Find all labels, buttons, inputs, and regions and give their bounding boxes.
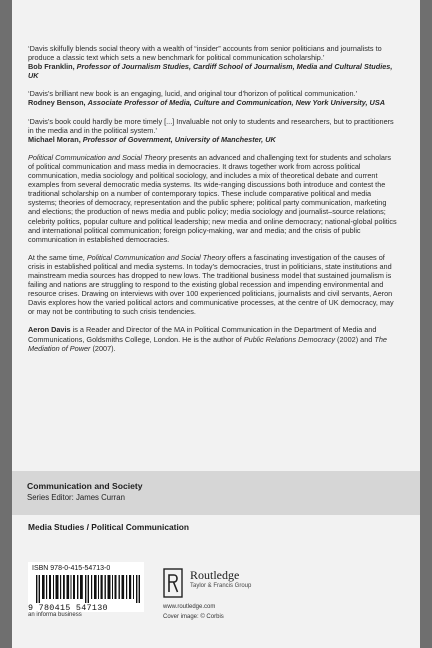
barcode-digits: 9 780415 547130	[28, 603, 108, 613]
quote-author: Michael Moran	[28, 134, 79, 144]
author-book-title: Public Relations Democracy	[243, 334, 336, 344]
cover-image-credit: Cover image: © Corbis	[163, 614, 224, 620]
endorsement-quote	[28, 44, 398, 80]
author-bio	[28, 325, 398, 352]
quote-attribution: Michael Moran, Professor of Government, University of Manchester, UK	[28, 134, 276, 144]
description-text: offers a fascinating investigation of the causes of crisis in established political and media systems. In today’s democracies, trust in politicians, state institutions and mainstream media sources has dropped to new lows. The traditional business model that sustained journalism is failing and nations are struggling to respond to the existing global recession and impending environmental and resource crises. Drawing on interviews with over 100 experienced politicians, journalists and civil servants, Aeron Davis explores how the varied political actors and communicative processes, at the centre of UK democracy, may or may not be contributing to such crisis tendencies.	[28, 252, 394, 317]
series-box	[12, 471, 420, 515]
quote-text: ‘Davis’s book could hardly be more timely [...] Invaluable not only to students and researchers, but to practitioners in the media and in the political system.’	[28, 116, 394, 135]
description-paragraph	[28, 153, 398, 244]
description-paragraph	[28, 253, 398, 317]
book-title: Political Communication and Social Theory	[86, 252, 226, 262]
barcode-block	[28, 562, 144, 612]
routledge-logo-icon	[163, 568, 183, 598]
quote-author-role: Associate Professor of Media, Culture and Communication, New York University, USA	[87, 98, 385, 108]
informa-business: an informa business	[28, 612, 82, 618]
barcode-icon	[36, 575, 140, 603]
author-bio-text: (2002) and	[335, 334, 375, 344]
subject-category: Media Studies / Political Communication	[28, 522, 190, 532]
quote-text: ‘Davis skilfully blends social theory with a wealth of “insider” accounts from senior politicians and journalists to produce a classic text which sets a new benchmark for political communication scholarship.’	[28, 44, 382, 63]
endorsement-quote	[28, 117, 398, 144]
description-text: presents an advanced and challenging text for students and scholars of political communication and mass media in democracies. It draws together work from across political communication, media sociology and political sociology, and includes a mix of theoretical debate and current examples from several democratic media systems. Its wide-ranging discussions both introduce and contest the traditional scholarship on a number of contemporary topics. These include comparative political and media systems; theories of democracy, representation and the public sphere; political party communication, marketing and elections; the production of news media and public policy; media sociology and journalist–source relations; celebrity politics, popular culture and political leadership; new media and online democracy; national-global politics and international political communication; foreign policy-making, war and media; and the crisis of public communication in established democracies.	[28, 152, 397, 244]
author-book-title: The Mediation of Power	[28, 334, 387, 353]
publisher-url[interactable]: www.routledge.com	[163, 604, 216, 610]
series-title: Communication and Society	[27, 481, 143, 491]
publisher-group: Taylor & Francis Group	[190, 583, 252, 589]
quote-attribution: Bob Franklin, Professor of Journalism Studies, Cardiff School of Journalism, Media and Cultural Studies, UK	[28, 62, 393, 81]
series-editor: Series Editor: James Curran	[27, 493, 125, 502]
back-cover-text	[28, 44, 398, 362]
quote-author-role: Professor of Government, University of Manchester, UK	[82, 134, 276, 144]
author-bio-text: (2007).	[90, 343, 116, 353]
endorsement-quote	[28, 89, 398, 107]
description-text: At the same time,	[28, 252, 87, 262]
quote-text: ‘Davis’s brilliant new book is an engaging, lucid, and original tour d’horizon of political communication.’	[28, 89, 358, 99]
quote-author-role: Professor of Journalism Studies, Cardiff School of Journalism, Media and Cultural Studies, UK	[28, 62, 393, 81]
publisher-name: Routledge	[190, 568, 240, 582]
isbn: ISBN 978-0-415-54713-0	[32, 565, 111, 572]
book-title: Political Communication and Social Theory	[28, 152, 167, 162]
author-bio-text: is a Reader and Director of the MA in Political Communication in the Department of Media and Communications, Goldsmiths College, London. He is the author of	[28, 325, 377, 344]
quote-author: Rodney Benson	[28, 98, 84, 108]
quote-author: Bob Franklin	[28, 62, 73, 72]
author-name: Aeron Davis	[28, 325, 71, 335]
quote-attribution: Rodney Benson, Associate Professor of Media, Culture and Communication, New York University, USA	[28, 98, 385, 108]
